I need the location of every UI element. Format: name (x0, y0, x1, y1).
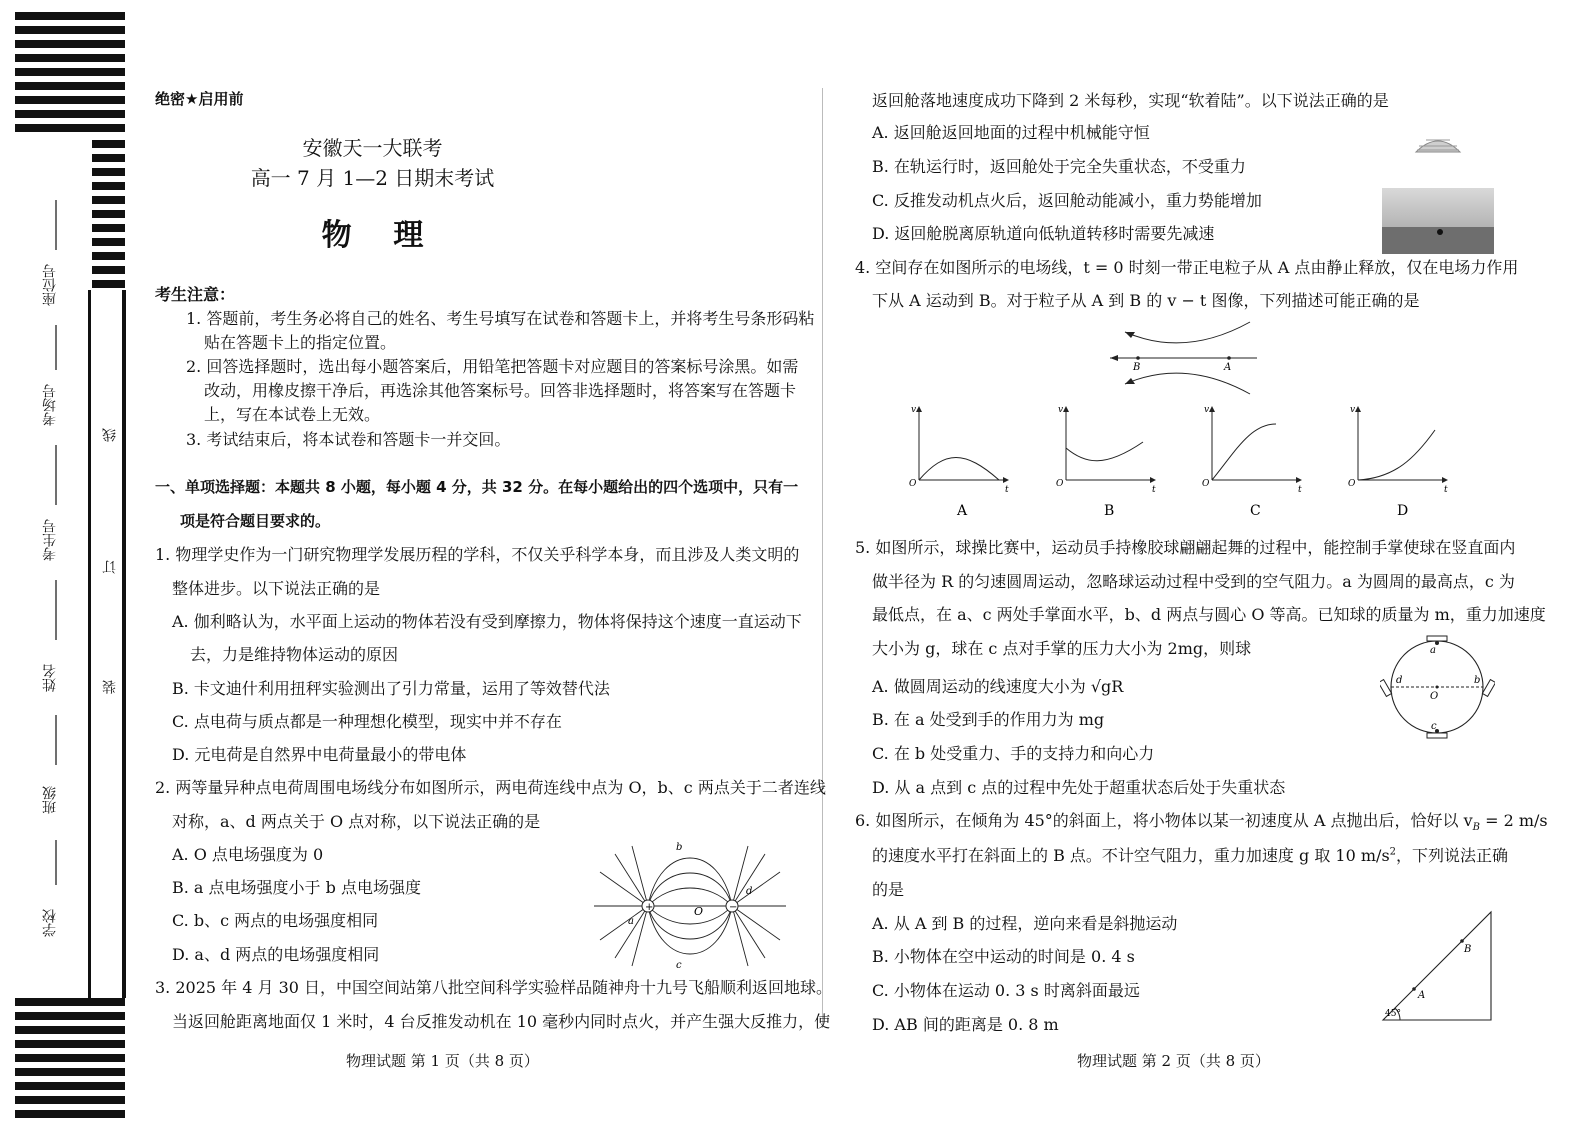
q2-label-d: d (746, 886, 753, 897)
q2-label-b: b (676, 842, 683, 853)
q4-graph-b-o: O (1056, 479, 1064, 489)
q3-option-b: B. 在轨运行时，返回舱处于完全失重状态，不受重力 (872, 157, 1246, 176)
q6-slope-figure (1378, 906, 1496, 1026)
exam-name: 高一 7 月 1—2 日期末考试 (250, 166, 495, 190)
seat-number-label: 座位号 (42, 264, 58, 306)
name-label: 姓名 (42, 664, 58, 692)
q3-stem-1: 3. 2025 年 4 月 30 日，中国空间站第八批空间科学实验样品随神舟十九号飞船顺利返回地球。 (155, 978, 833, 997)
exam-room-label: 考场号 (42, 384, 58, 426)
q2-option-d: D. a、d 两点的电场强度相同 (172, 945, 380, 964)
q4-field-figure (1105, 318, 1265, 398)
q4-graph-b-label: B (1104, 503, 1115, 519)
q5-stem-2: 做半径为 R 的匀速圆周运动，忽略球运动过程中受到的空气阻力。a 为圆周的最高点，c 为 (872, 572, 1515, 591)
q1-option-a: A. 伽利略认为，水平面上运动的物体若没有受到摩擦力，物体将保持这个速度一直运动下 (172, 612, 802, 631)
q4-graph-a-label: A (957, 503, 968, 519)
q6-stem-1 (855, 808, 1548, 833)
notice-line-3: 2. 回答选择题时，选出每小题答案后，用铅笔把答题卡对应题目的答案标号涂黑。如需 (186, 357, 799, 376)
q4-stem-1: 4. 空间存在如图所示的电场线，t = 0 时刻一带正电粒子从 A 点由静止释放，仅在电场力作用 (855, 258, 1519, 277)
q3-option-d: D. 返回舱脱离原轨道向低轨道转移时需要先减速 (872, 224, 1215, 243)
section-heading-1: 一、单项选择题：本题共 8 小题，每小题 4 分，共 32 分。在每小题给出的四个选项中，只有一 (155, 478, 799, 496)
q6-vb-subscript: B (1472, 822, 1481, 834)
q4-graph-d-label: D (1397, 503, 1409, 519)
q1-option-d: D. 元电荷是自然界中电荷量最小的带电体 (172, 745, 467, 764)
staple-mark: 装 (102, 680, 118, 694)
q5-stem-1: 5. 如图所示，球操比赛中，运动员手持橡胶球翩翩起舞的过程中，能控制手掌使球在竖直面内 (855, 538, 1516, 557)
notice-line-6: 3. 考试结束后，将本试卷和答题卡一并交回。 (186, 430, 511, 449)
q1-option-b: B. 卡文迪什利用扭秤实验测出了引力常量，运用了等效替代法 (172, 679, 610, 698)
footer-page-1: 物理试题 第 1 页（共 8 页） (346, 1052, 539, 1070)
candidate-number-label: 考生号 (42, 519, 58, 561)
footer-page-2: 物理试题 第 2 页（共 8 页） (1077, 1052, 1270, 1070)
q5-option-a: A. 做圆周运动的线速度大小为 √gR (872, 677, 1124, 696)
q6-option-a: A. 从 A 到 B 的过程，逆向来看是斜抛运动 (872, 914, 1178, 933)
q5-option-b: B. 在 a 处受到手的作用力为 mg (872, 710, 1105, 729)
q2-label-a: a (628, 916, 634, 927)
q2-field-figure (590, 842, 790, 970)
q5-stem-3: 最低点，在 a、c 两处手掌面水平，b、d 两点与圆心 O 等高。已知球的质量为 m，重力加速度 (872, 605, 1546, 624)
q6-option-b: B. 小物体在空中运动的时间是 0. 4 s (872, 947, 1135, 966)
bind-mark: 订 (102, 560, 118, 574)
q6-square: 2 (1389, 846, 1397, 858)
q4-graph-d-t: t (1444, 485, 1448, 495)
q5-option-c: C. 在 b 处受重力、手的支持力和向心力 (872, 744, 1155, 763)
school-label: 学校 (42, 909, 58, 937)
q3-option-c: C. 反推发动机点火后，返回舱动能减小，重力势能增加 (872, 191, 1262, 210)
q2-option-b: B. a 点电场强度小于 b 点电场强度 (172, 878, 421, 897)
q6-stem-1-text: 6. 如图所示，在倾角为 45°的斜面上，将小物体以某一初速度从 A 点抛出后，恰好以 v (855, 811, 1473, 830)
q2-minus-charge: − (729, 902, 738, 913)
q4-graph-d-v: v (1350, 405, 1356, 415)
notice-line-1: 1. 答题前，考生务必将自己的姓名、考生号填写在试卷和答题卡上，并将考生号条形码粘 (186, 309, 815, 328)
q2-label-c: c (676, 960, 682, 970)
q4-graph-a-v: v (911, 405, 917, 415)
q3-stem-2: 当返回舱距离地面仅 1 米时，4 台反推发动机在 10 毫秒内同时点火，并产生强大反推力，使 (172, 1012, 831, 1031)
q4-label-a: A (1224, 362, 1232, 373)
exam-org: 安徽天一大联考 (302, 136, 443, 160)
q2-option-c: C. b、c 两点的电场强度相同 (172, 911, 379, 930)
q6-option-c: C. 小物体在运动 0. 3 s 时离斜面最远 (872, 981, 1140, 1000)
column-divider (822, 88, 823, 1028)
notice-title: 考生注意： (155, 285, 236, 304)
section-heading-2: 项是符合题目要求的。 (180, 512, 331, 530)
notice-line-2: 贴在答题卡上的指定位置。 (204, 333, 397, 352)
q4-graph-a-t: t (1005, 485, 1009, 495)
q4-stem-2: 下从 A 运动到 B。对于粒子从 A 到 B 的 v − t 图像，下列描述可能正确的是 (872, 291, 1420, 310)
q5-circle-figure (1380, 632, 1495, 742)
q5-label-b: b (1474, 675, 1481, 686)
q2-stem-2: 对称，a、d 两点关于 O 点对称，以下说法正确的是 (172, 812, 541, 831)
q6-stem-3: 的是 (872, 880, 905, 899)
q3-stem-3: 返回舱落地速度成功下降到 2 米每秒，实现“软着陆”。以下说法正确的是 (872, 91, 1389, 110)
q6-option-d: D. AB 间的距离是 0. 8 m (872, 1015, 1059, 1034)
q5-option-d: D. 从 a 点到 c 点的过程中先处于超重状态后处于失重状态 (872, 778, 1286, 797)
q4-graph-c-label: C (1250, 503, 1261, 519)
q2-plus-charge: + (645, 902, 654, 913)
q3-option-a: A. 返回舱返回地面的过程中机械能守恒 (872, 123, 1150, 142)
q2-stem-1: 2. 两等量异种点电荷周围电场线分布如图所示，两电荷连线中点为 O，b、c 两点关于二者连线 (155, 778, 826, 797)
q4-graph-b-v: v (1058, 405, 1064, 415)
q6-stem-2-tail: ，下列说法正确 (1396, 846, 1509, 865)
q4-graph-c-v: v (1204, 405, 1210, 415)
q4-graphs (905, 402, 1500, 522)
q5-label-a: a (1430, 645, 1436, 656)
q2-option-a: A. O 点电场强度为 0 (172, 845, 324, 864)
class-label: 班级 (42, 786, 58, 814)
q2-label-o: O (694, 905, 704, 918)
q5-label-c: c (1431, 721, 1437, 732)
q5-label-d: d (1396, 675, 1403, 686)
q4-graph-a-o: O (909, 479, 917, 489)
q6-stem-2-text: 的速度水平打在斜面上的 B 点。不计空气阻力，重力加速度 g 取 10 m/s (872, 846, 1390, 865)
q3-capsule-photo (1382, 132, 1494, 254)
q6-angle-label: 45° (1385, 1009, 1401, 1019)
q1-option-c: C. 点电荷与质点都是一种理想化模型，现实中并不存在 (172, 712, 562, 731)
notice-line-5: 上，写在本试卷上无效。 (204, 405, 381, 424)
q6-label-b: B (1464, 944, 1472, 955)
q1-option-a-cont: 去，力是维持物体运动的原因 (190, 645, 399, 664)
q1-stem-1: 1. 物理学史作为一门研究物理学发展历程的学科，不仅关乎科学本身，而且涉及人类文明的 (155, 545, 800, 564)
q4-graph-c-t: t (1298, 485, 1302, 495)
q4-graph-b-t: t (1152, 485, 1156, 495)
q4-graph-c-o: O (1202, 479, 1210, 489)
q4-label-b: B (1133, 362, 1141, 373)
notice-line-4: 改动，用橡皮擦干净后，再选涂其他答案标号。回答非选择题时，将答案写在答题卡 (204, 381, 797, 400)
q6-label-a: A (1418, 990, 1426, 1001)
q5-stem-4: 大小为 g，球在 c 点对手掌的压力大小为 2mg，则球 (872, 639, 1252, 658)
q6-stem-2 (872, 843, 1508, 866)
q4-graph-d-o: O (1348, 479, 1356, 489)
q5-label-o: O (1430, 691, 1439, 702)
subject-title: 物 理 (321, 218, 424, 253)
q1-stem-2: 整体进步。以下说法正确的是 (172, 579, 381, 598)
line-mark: 线 (102, 428, 118, 442)
confidential-label: 绝密★启用前 (155, 90, 244, 108)
q6-vb-value: = 2 m/s (1480, 811, 1548, 830)
